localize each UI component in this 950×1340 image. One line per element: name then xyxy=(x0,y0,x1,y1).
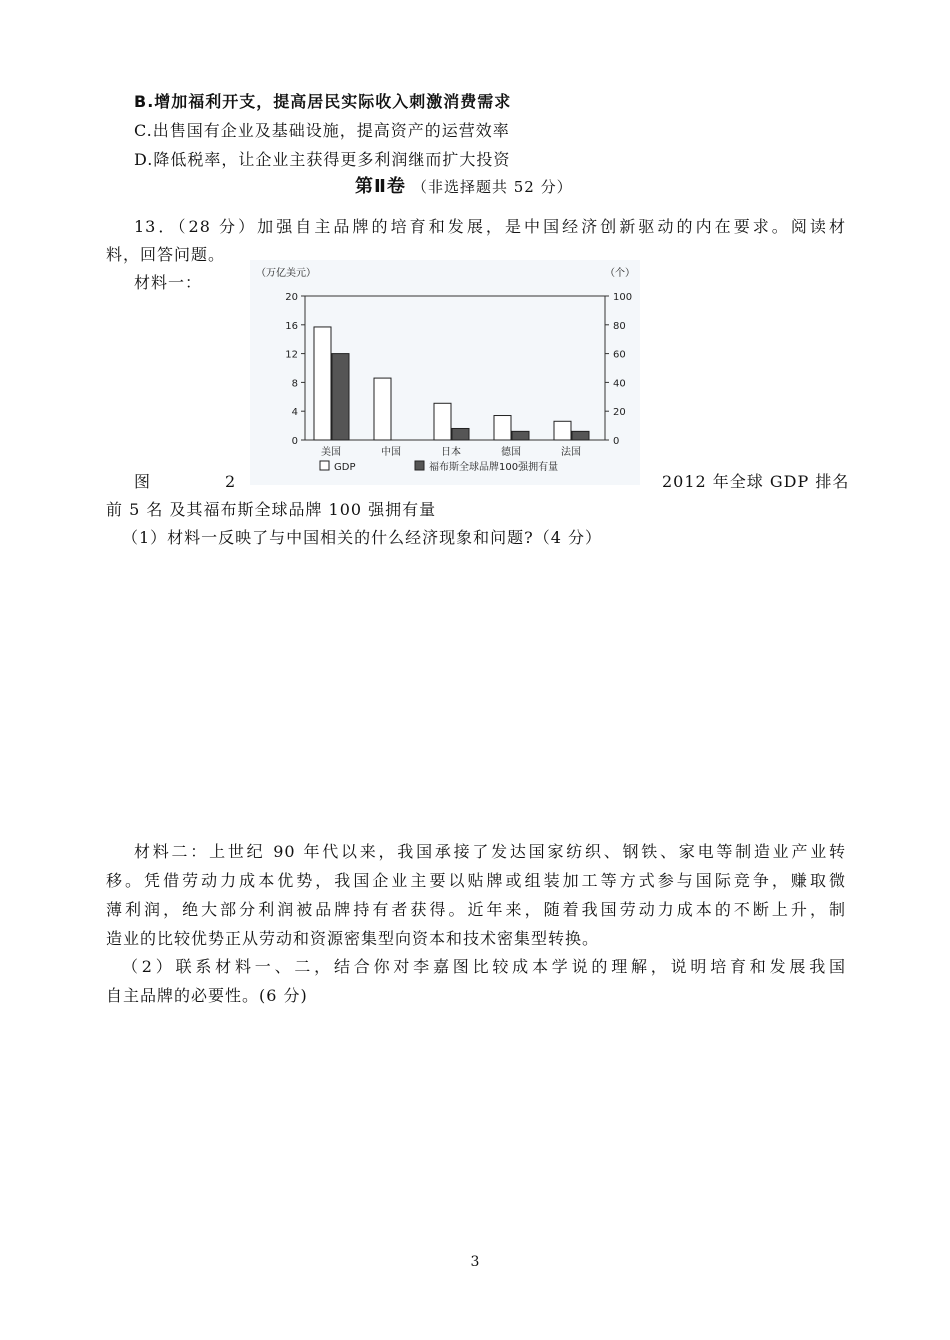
material2-line1: 材料二：上世纪 90 年代以来，我国承接了发达国家纺织、钢铁、家电等制造业产业转 xyxy=(134,842,846,861)
bar-gdp-5 xyxy=(554,421,571,440)
left-tick-label: 16 xyxy=(285,320,298,332)
legend-label-brand: 福布斯全球品牌100强拥有量 xyxy=(429,462,559,473)
bar-brand-5 xyxy=(572,431,589,440)
left-tick-label: 0 xyxy=(291,436,298,447)
chart-svg xyxy=(250,260,640,485)
right-tick-label: 80 xyxy=(613,320,626,332)
section-note: （非选择题共 52 分） xyxy=(411,178,573,196)
left-tick-label: 12 xyxy=(285,349,298,361)
q13-line2: 料，回答问题。 xyxy=(106,245,226,264)
bar-gdp-2 xyxy=(374,378,391,440)
bar-gdp-1 xyxy=(314,327,331,440)
option-d: D.降低税率，让企业主获得更多利润继而扩大投资 xyxy=(134,150,511,169)
caption-title: 2012 年全球 GDP 排名 xyxy=(662,472,850,491)
material1-label: 材料一： xyxy=(134,273,203,292)
right-tick-label: 20 xyxy=(613,407,626,419)
bar-brand-3 xyxy=(452,428,469,440)
right-tick-label: 0 xyxy=(613,436,620,447)
caption-title-cont: 前 5 名 及其福布斯全球品牌 100 强拥有量 xyxy=(106,500,437,519)
section-heading xyxy=(355,177,573,197)
category-label: 日本 xyxy=(441,447,461,458)
q13-line1: 13．（28 分）加强自主品牌的培育和发展，是中国经济创新驱动的内在要求。阅读材 xyxy=(134,217,846,236)
bar-brand-1 xyxy=(332,354,349,440)
left-tick-label: 8 xyxy=(291,378,298,390)
right-tick-label: 60 xyxy=(613,349,626,361)
category-label: 法国 xyxy=(561,447,581,458)
bar-gdp-4 xyxy=(494,416,511,440)
gdp-brand-chart xyxy=(250,260,640,485)
category-label: 中国 xyxy=(381,447,401,458)
bar-gdp-3 xyxy=(434,403,451,440)
left-axis-label: （万亿美元） xyxy=(256,268,316,279)
sub-question-2: （2）联系材料一、二，结合你对李嘉图比较成本学说的理解，说明培育和发展我国 xyxy=(122,957,846,976)
sub-question-2-cont: 自主品牌的必要性。(6 分) xyxy=(106,986,308,1005)
caption-figure: 图 xyxy=(134,472,152,491)
legend-swatch-gdp xyxy=(320,461,329,470)
material2-line2: 移。凭借劳动力成本优势，我国企业主要以贴牌或组装加工等方式参与国际竞争，赚取微 xyxy=(106,871,846,890)
option-b: B.增加福利开支，提高居民实际收入刺激消费需求 xyxy=(134,92,512,111)
caption-number: 2 xyxy=(225,472,237,491)
right-tick-label: 100 xyxy=(613,292,633,303)
left-tick-label: 4 xyxy=(291,407,298,419)
sub-question-1: （1）材料一反映了与中国相关的什么经济现象和问题?（4 分） xyxy=(122,528,603,547)
plot-frame xyxy=(305,296,605,440)
category-label: 德国 xyxy=(501,447,521,458)
material2-line4: 造业的比较优势正从劳动和资源密集型向资本和技术密集型转换。 xyxy=(106,929,600,948)
category-label: 美国 xyxy=(321,447,341,458)
legend-label-gdp: GDP xyxy=(334,462,356,473)
legend-swatch-brand xyxy=(415,461,424,470)
section-title: 第Ⅱ卷 xyxy=(355,176,406,197)
material2-line3: 薄利润，绝大部分利润被品牌持有者获得。近年来，随着我国劳动力成本的不断上升，制 xyxy=(106,900,846,919)
left-tick-label: 20 xyxy=(285,292,298,303)
right-axis-label: （个） xyxy=(605,268,635,279)
right-tick-label: 40 xyxy=(613,378,626,390)
option-c: C.出售国有企业及基础设施，提高资产的运营效率 xyxy=(134,121,510,140)
page-number: 3 xyxy=(470,1254,480,1270)
bar-brand-4 xyxy=(512,431,529,440)
